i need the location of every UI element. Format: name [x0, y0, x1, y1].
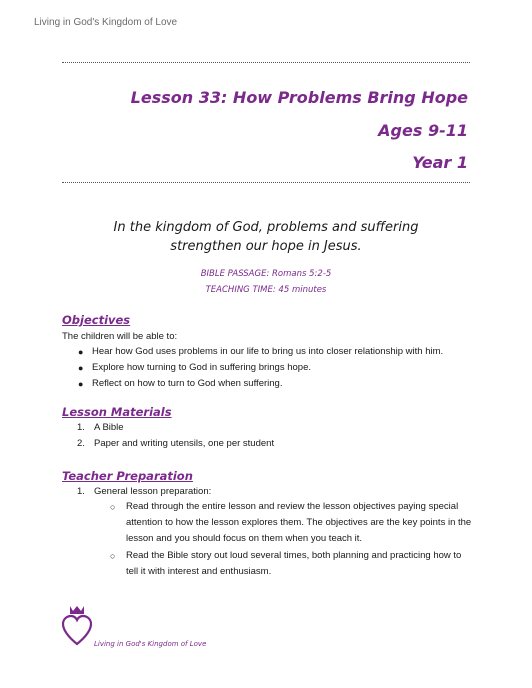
- bible-passage: BIBLE PASSAGE: Romans 5:2-5: [200, 269, 332, 279]
- list-item: 2. Paper and writing utensils, one per student: [77, 438, 275, 449]
- theme-line-1: In the kingdom of God, problems and suffering: [113, 220, 419, 235]
- circle-bullet-icon: ○: [110, 551, 116, 561]
- preparation-heading: Teacher Preparation: [62, 469, 193, 483]
- list-item: ● Reflect on how to turn to God when suffering.: [92, 376, 443, 392]
- bullet-icon: ●: [78, 379, 84, 389]
- objectives-intro: The children will be able to:: [62, 331, 178, 342]
- running-header: Living in God's Kingdom of Love: [34, 17, 178, 28]
- lesson-year: Year 1: [412, 153, 468, 172]
- footer-text: Living in God's Kingdom of Love: [94, 640, 207, 648]
- crown-heart-logo-icon: [62, 604, 92, 646]
- materials-list: [77, 420, 275, 452]
- objectives-heading: Objectives: [62, 313, 131, 327]
- list-item: ● Explore how turning to God in suffering brings hope.: [92, 360, 443, 376]
- circle-bullet-icon: ○: [110, 502, 116, 512]
- theme-line-2: strengthen our hope in Jesus.: [170, 239, 362, 254]
- preparation-sub-item: Read the Bible story out loud several times, both planning and practicing how to tell it with interest and enthusiasm.: [126, 550, 462, 577]
- divider-top: [62, 62, 470, 63]
- bullet-icon: ●: [78, 363, 84, 373]
- preparation-sub-item: Read through the entire lesson and review the lesson objectives paying special attention to how the lesson explores them. The objectives are the key points in the lesson and you should focus on them when you teach it.: [126, 501, 472, 544]
- preparation-list: [77, 484, 212, 500]
- bullet-icon: ●: [78, 347, 84, 357]
- list-item: ● Hear how God uses problems in our life to bring us into closer relationship with him.: [92, 344, 443, 360]
- divider-bottom: [62, 182, 470, 183]
- lesson-title: Lesson 33: How Problems Bring Hope: [130, 88, 468, 107]
- lesson-ages: Ages 9-11: [378, 121, 468, 140]
- teaching-time: TEACHING TIME: 45 minutes: [205, 285, 327, 295]
- list-item: 1. A Bible: [77, 422, 124, 433]
- objectives-list: [78, 344, 444, 392]
- theme-statement: [62, 218, 470, 256]
- materials-heading: Lesson Materials: [62, 405, 172, 419]
- list-item: 1. General lesson preparation:: [77, 486, 212, 497]
